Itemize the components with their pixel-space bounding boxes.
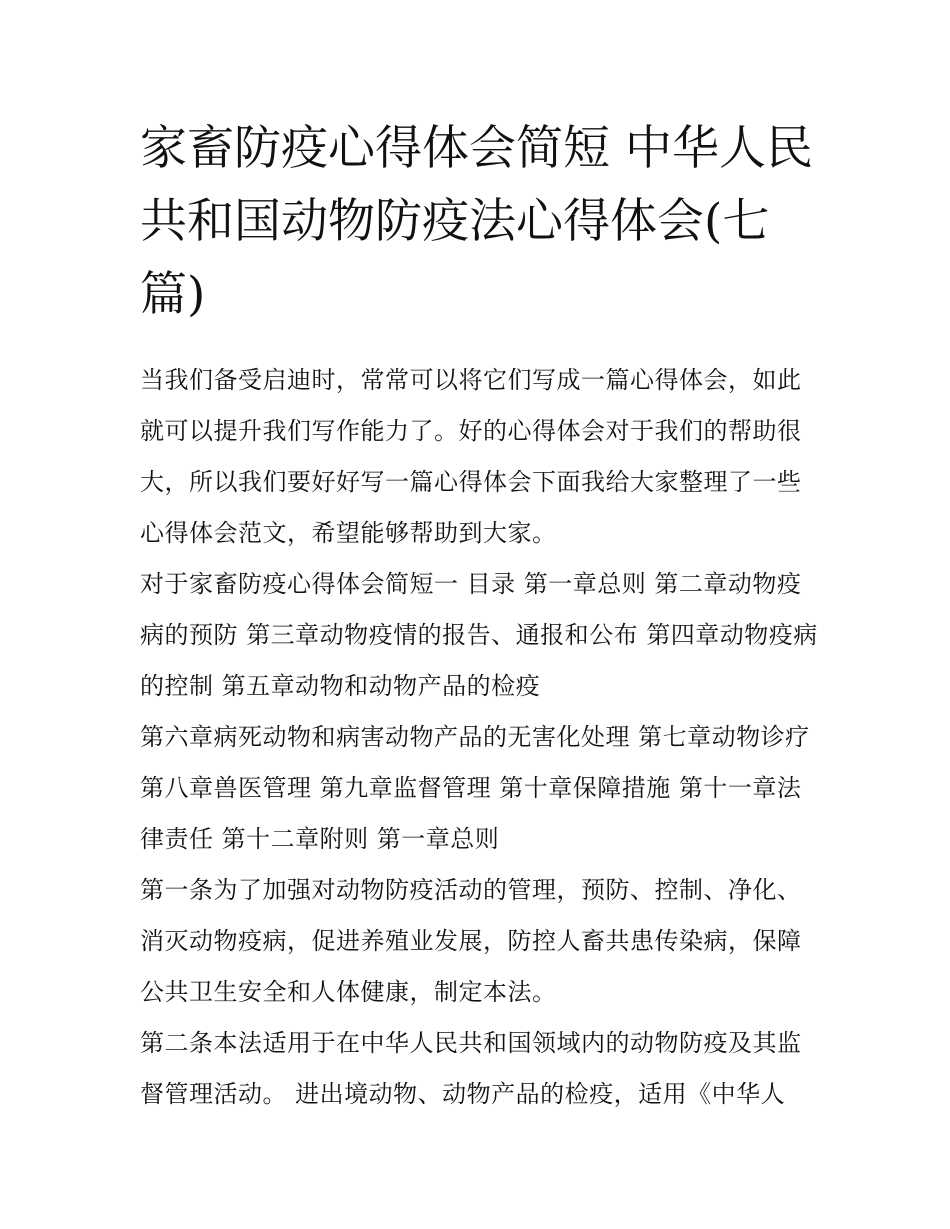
paragraph-article-2: 第二条本法适用于在中华人民共和国领域内的动物防疫及其监督管理活动。 进出境动物、动物产品的检疫，适用《中华人 xyxy=(140,1029,802,1108)
paragraph-article-1: 第一条为了加强对动物防疫活动的管理，预防、控制、净化、消灭动物疫病，促进养殖业发展，防控人畜共患传染病，保障公共卫生安全和人体健康，制定本法。 xyxy=(140,876,802,1006)
paragraph-toc-1: 对于家畜防疫心得体会简短一 目录 第一章总则 第二章动物疫病的预防 第三章动物疫情的报告、通报和公布 第四章动物疫病的控制 第五章动物和动物产品的检疫 xyxy=(140,570,818,700)
paragraph-intro: 当我们备受启迪时，常常可以将它们写成一篇心得体会，如此就可以提升我们写作能力了。好的心得体会对于我们的帮助很大，所以我们要好好写一篇心得体会下面我给大家整理了一些心得体会范文，希望能够帮助到大家。 xyxy=(140,366,802,547)
document-title: 家畜防疫心得体会简短 中华人民共和国动物防疫法心得体会(七篇) xyxy=(140,121,813,322)
paragraph-toc-2: 第六章病死动物和病害动物产品的无害化处理 第七章动物诊疗 第八章兽医管理 第九章监督管理 第十章保障措施 第十一章法律责任 第十二章附则 第一章总则 xyxy=(140,723,810,853)
document-body xyxy=(140,355,820,1120)
